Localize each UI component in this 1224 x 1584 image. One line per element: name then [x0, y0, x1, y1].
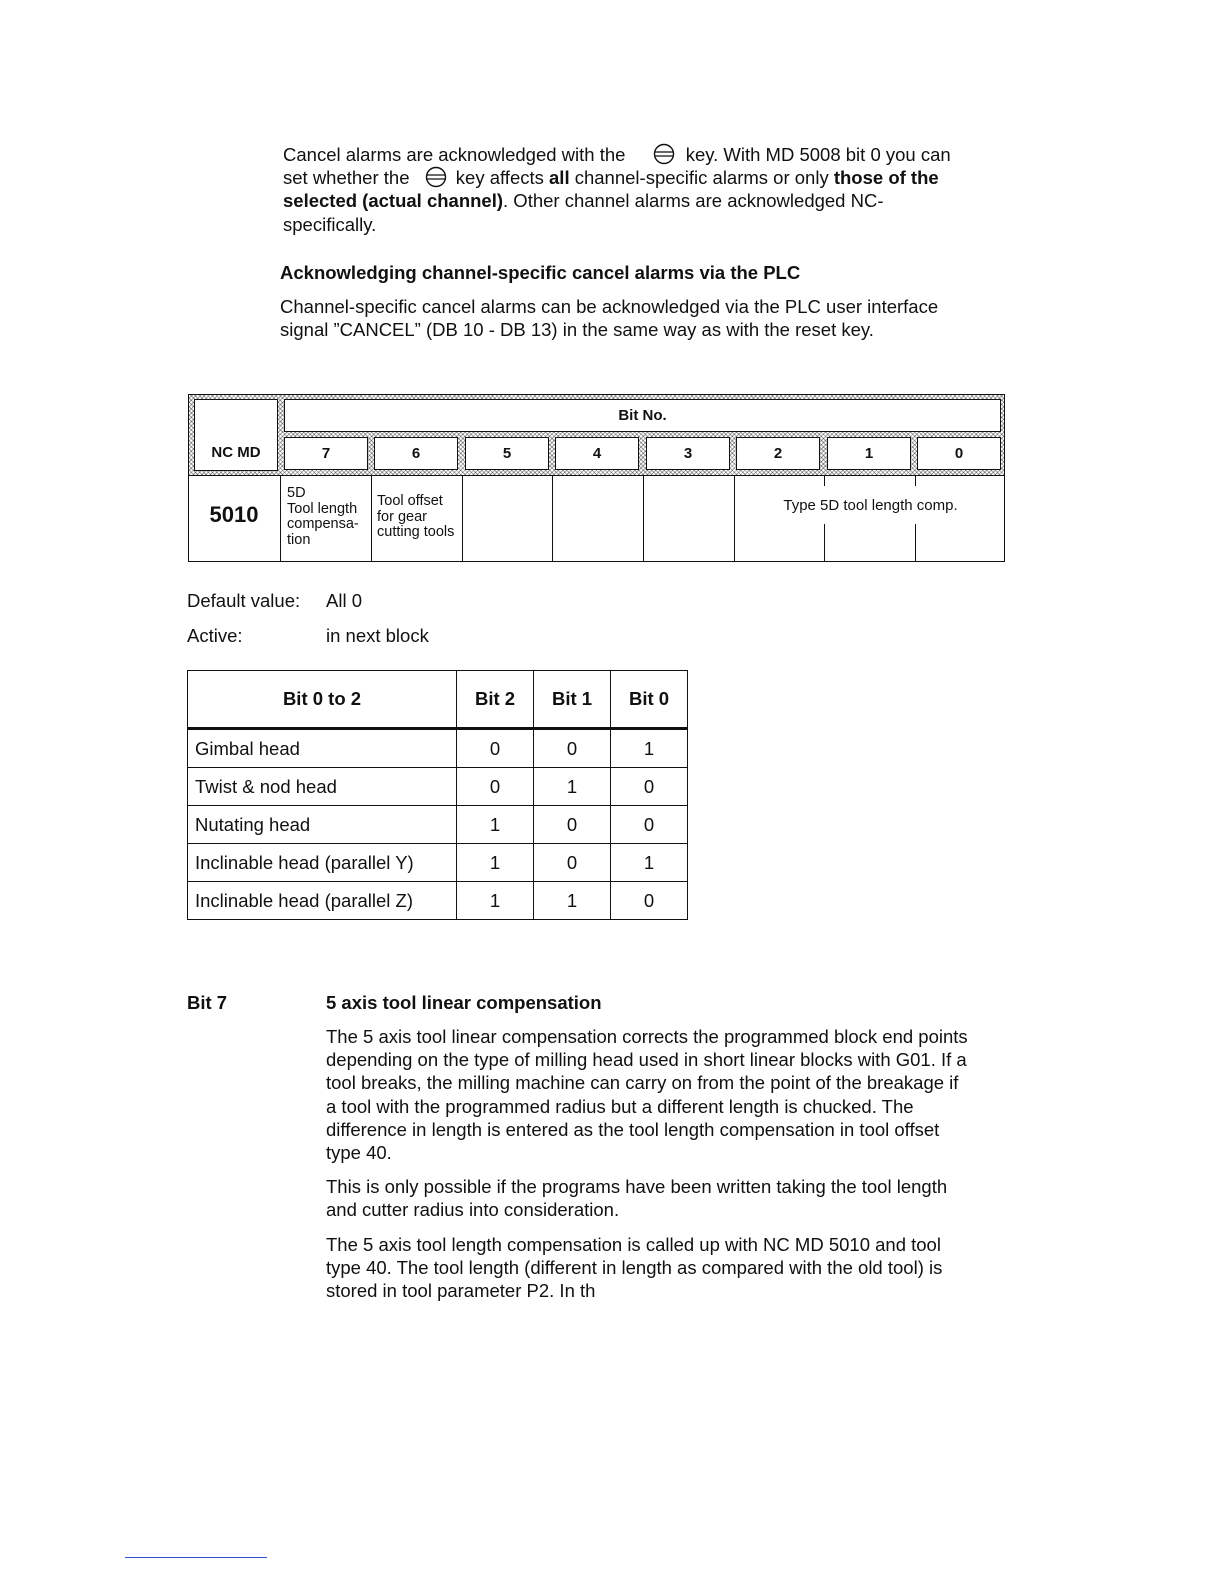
- column-header: Bit 0: [611, 671, 688, 729]
- bit6-description: Tool offset for gear cutting tools: [377, 493, 455, 540]
- intro-line-3: selected (actual channel). Other channel alarms are acknowledged NC-: [283, 190, 884, 212]
- bit-number-0: 0: [917, 437, 1001, 470]
- bit-number-3: 3: [646, 437, 730, 470]
- bit-number-7: 7: [284, 437, 368, 470]
- table-header-row: [188, 671, 688, 729]
- md-bit-table: [188, 394, 1005, 562]
- cancel-key-icon: [653, 143, 675, 165]
- cancel-key-icon: [425, 166, 447, 188]
- bits-2-0-description: Type 5D tool length comp.: [783, 497, 958, 514]
- intro-line-1: Cancel alarms are acknowledged with the key. With MD 5008 bit 0 you can: [283, 144, 951, 165]
- column-header: Bit 2: [457, 671, 534, 729]
- table-row: Inclinable head (parallel Z) 1 1 0: [188, 882, 688, 920]
- bit7-label: Bit 7: [187, 992, 228, 1013]
- intro-line-2: set whether the key affects all channel-specific alarms or only those of the: [283, 167, 939, 189]
- active-value: in next block: [326, 625, 429, 646]
- table-row: Inclinable head (parallel Y) 1 0 1: [188, 844, 688, 882]
- bit-number-1: 1: [827, 437, 911, 470]
- table-row: Gimbal head 0 0 1: [188, 729, 688, 768]
- head-type-table: [187, 670, 688, 920]
- plc-paragraph: Channel-specific cancel alarms can be acknowledged via the PLC user interface signal ”CANCEL” (DB 10 - DB 13) in the same way as with the reset key.: [280, 296, 939, 341]
- default-value: All 0: [326, 590, 362, 611]
- bit-number-2: 2: [736, 437, 820, 470]
- plc-heading: Acknowledging channel-specific cancel alarms via the PLC: [280, 262, 801, 283]
- nc-md-label-box: NC MD: [194, 399, 278, 471]
- bit-number-6: 6: [374, 437, 458, 470]
- bit7-paragraph-2: This is only possible if the programs have been written taking the tool length and cutter radius into consideration.: [326, 1176, 948, 1221]
- bit-number-4: 4: [555, 437, 639, 470]
- column-header: Bit 0 to 2: [188, 671, 457, 729]
- table-row: Twist & nod head 0 1 0: [188, 768, 688, 806]
- footnote-divider: [125, 1557, 267, 1558]
- default-value-label: Default value:: [187, 590, 301, 611]
- intro-paragraph: [283, 143, 1003, 236]
- bit7-paragraph-3: The 5 axis tool length compensation is called up with NC MD 5010 and tool type 40. The tool length (different in length as compared with the old tool) is stored in tool parameter P2. In th: [326, 1234, 943, 1302]
- md-number: 5010: [209, 502, 259, 527]
- bit-number-5: 5: [465, 437, 549, 470]
- bit7-heading: 5 axis tool linear compensation: [326, 992, 602, 1013]
- bit-no-label-box: Bit No.: [284, 399, 1001, 432]
- bit7-description: 5D Tool length compensa- tion: [287, 485, 359, 548]
- column-header: Bit 1: [534, 671, 611, 729]
- bit7-paragraph-1: The 5 axis tool linear compensation corrects the programmed block end points depending on the type of milling head used in short linear blocks with G01. If a tool breaks, the milling machine can carry on from the point of the breakage if a tool with the programmed radius but a different length is chucked. The difference in length is entered as the tool length compensation in tool offset type 40.: [326, 1026, 968, 1164]
- active-label: Active:: [187, 625, 243, 646]
- table-row: Nutating head 1 0 0: [188, 806, 688, 844]
- intro-line-4: specifically.: [283, 213, 377, 235]
